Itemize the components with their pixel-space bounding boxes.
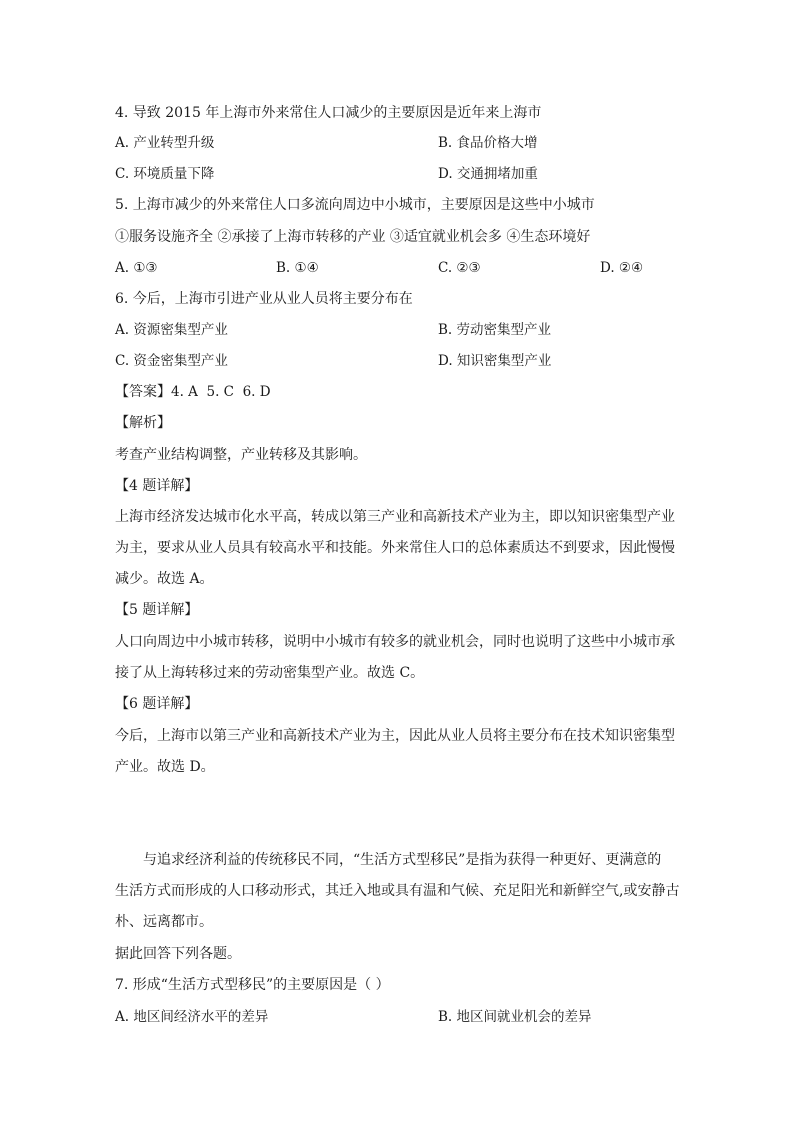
detail5-line: 人口向周边中小城市转移，说明中小城市有较多的就业机会，同时也说明了这些中小城市承 bbox=[115, 634, 675, 650]
q6-option-c: C. 资金密集型产业 bbox=[115, 353, 228, 369]
detail6-line: 产业。故选 D。 bbox=[115, 759, 215, 775]
detail5-label: 【5 题详解】 bbox=[115, 602, 199, 618]
q5-option-b: B. ①④ bbox=[276, 260, 319, 276]
q4-option-b: B. 食品价格大增 bbox=[438, 135, 538, 151]
q5-option-a: A. ①③ bbox=[115, 260, 158, 276]
q6-option-a: A. 资源密集型产业 bbox=[115, 322, 228, 338]
detail6-line: 今后，上海市以第三产业和高新技术产业为主，因此从业人员将主要分布在技术知识密集型 bbox=[115, 728, 675, 744]
detail5-line: 接了从上海转移过来的劳动密集型产业。故选 C。 bbox=[115, 665, 425, 681]
q5-option-c: C. ②③ bbox=[438, 260, 481, 276]
detail4-line: 减少。故选 A。 bbox=[115, 571, 214, 587]
q4-option-d: D. 交通拥堵加重 bbox=[438, 166, 538, 182]
passage-line: 与追求经济利益的传统移民不同，“生活方式型移民”是指为获得一种更好、更满意的 bbox=[143, 852, 662, 868]
q7-option-b: B. 地区间就业机会的差异 bbox=[438, 1009, 592, 1025]
q5-stem: 5. 上海市减少的外来常住人口多流向周边中小城市，主要原因是这些中小城市 bbox=[115, 197, 595, 213]
detail4-label: 【4 题详解】 bbox=[115, 478, 199, 494]
q6-option-b: B. 劳动密集型产业 bbox=[438, 322, 552, 338]
answer-text: 4. A 5. C 6. D bbox=[171, 384, 271, 400]
analysis-text: 考查产业结构调整，产业转移及其影响。 bbox=[115, 447, 367, 463]
passage-line: 据此回答下列各题。 bbox=[115, 946, 241, 962]
q4-option-c: C. 环境质量下降 bbox=[115, 166, 215, 182]
q6-stem: 6. 今后，上海市引进产业从业人员将主要分布在 bbox=[115, 291, 413, 307]
q4-stem: 4. 导致 2015 年上海市外来常住人口减少的主要原因是近年来上海市 bbox=[115, 105, 542, 121]
detail6-label: 【6 题详解】 bbox=[115, 696, 199, 712]
analysis-label: 【解析】 bbox=[115, 415, 171, 431]
answer-label: 【答案】 bbox=[115, 384, 171, 400]
answer-line bbox=[115, 382, 271, 402]
q6-option-d: D. 知识密集型产业 bbox=[438, 353, 552, 369]
passage-line: 朴、远离都市。 bbox=[115, 914, 213, 930]
detail4-line: 上海市经济发达城市化水平高，转成以第三产业和高新技术产业为主，即以知识密集型产业 bbox=[115, 509, 675, 525]
q7-option-a: A. 地区间经济水平的差异 bbox=[115, 1009, 269, 1025]
passage-line: 生活方式而形成的人口移动形式，其迁入地或具有温和气候、充足阳光和新鲜空气,或安静古 bbox=[115, 883, 680, 899]
q5-items: ①服务设施齐全 ②承接了上海市转移的产业 ③适宜就业机会多 ④生态环境好 bbox=[115, 229, 591, 245]
q7-stem: 7. 形成“生活方式型移民”的主要原因是（ ） bbox=[115, 977, 390, 993]
q5-option-d: D. ②④ bbox=[600, 260, 644, 276]
detail4-line: 为主，要求从业人员具有较高水平和技能。外来常住人口的总体素质达不到要求，因此慢慢 bbox=[115, 540, 675, 556]
q4-option-a: A. 产业转型升级 bbox=[115, 135, 215, 151]
